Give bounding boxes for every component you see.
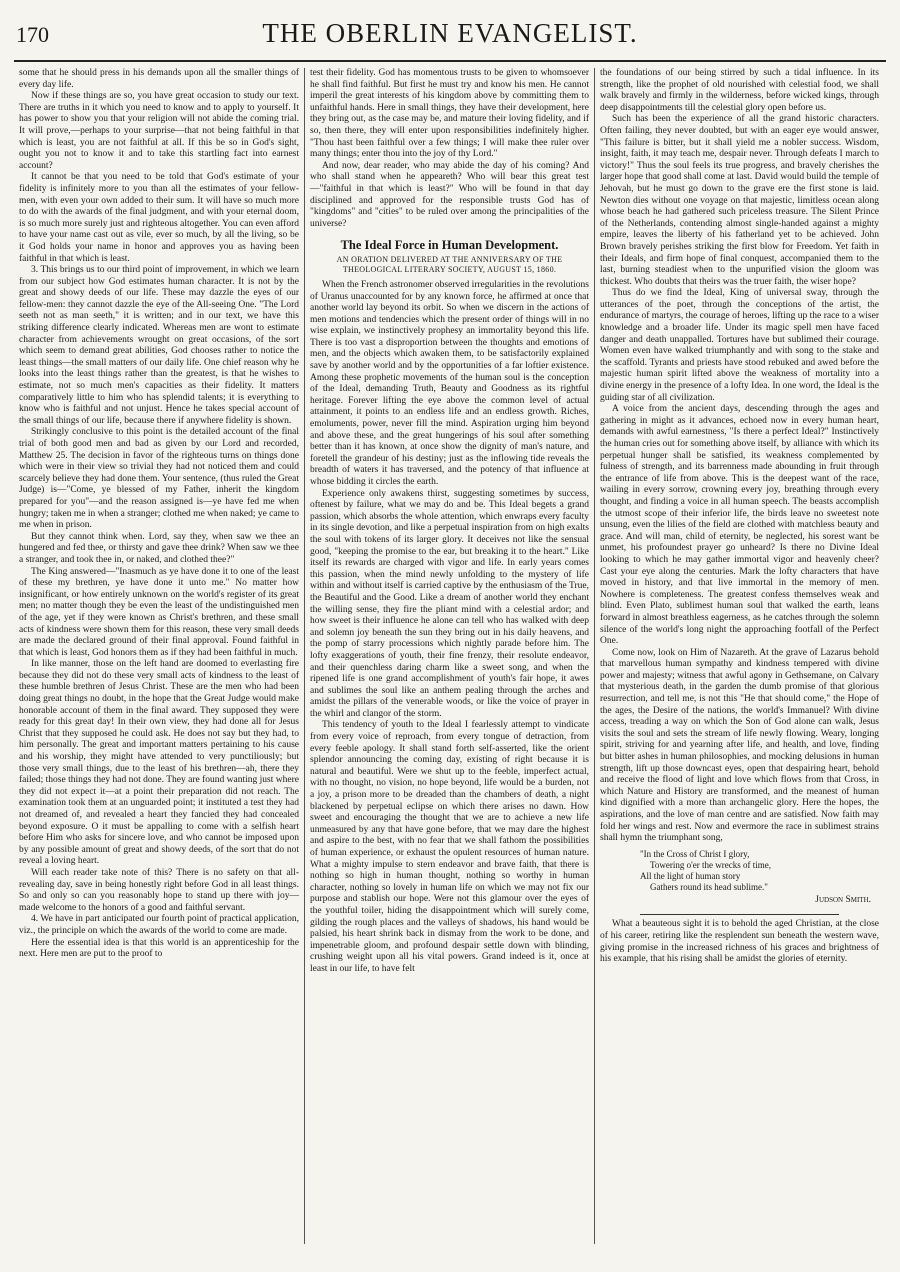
article-title: The Ideal Force in Human Development. [340, 238, 559, 253]
paragraph: the foundations of our being stirred by such a tidal influence. In its strength, like the prophet of old nourished with celestial food, we shall walk bravely and firmly in the wilderness, before wicked kings, through deep disappointments till the celestial glory open before us. [600, 68, 879, 113]
paragraph: 4. We have in part anticipated our fourth point of practical application, viz., the principle on which the awards of the world to come are made. [19, 914, 299, 936]
paragraph: But they cannot think when. Lord, say they, when saw we thee an hungered and fed thee, or thirsty and gave thee drink? When saw we thee a stranger, and took thee in, or naked, and clothed thee?" [19, 531, 299, 565]
paragraph: Such has been the experience of all the grand historic characters. Often failing, they never doubted, but with an eager eye would answer, "This failure is bitter, but it shall yield me a nobler success. Wisdom, insight, faith, it may teach me, despair never. Through defeats I march to victory!" Thus the soul feels its true progress, and bravely cherishes the larger hope that good shall come at last. David would build the temple of Jehovah, but he must go down to the grave ere the first stone is laid. Newton dies without one voyage on that majestic, limitless ocean along whose beach he had gathered such priceless treasure. The Silent Prince of the Netherlands, contending almost single-handed against a mighty empire, leaves the liberty of his fatherland yet to be achieved. John Brown bravely perishes striking the first blow for Freedom. Yet faith in their Ideals, and firm hope of final conquest, accompanied them to the last, burning steadiest when to the unpurified vision the gloom was thickest. Who doubts that theirs was the truer faith, the wiser hope? [600, 114, 879, 287]
poem-line: Towering o'er the wrecks of time, [650, 859, 771, 870]
column-middle [304, 68, 594, 1244]
divider [640, 914, 839, 915]
paragraph: Thus do we find the Ideal, King of universal sway, through the utterances of the poet, through the conceptions of the artist, the endurance of martyrs, the courage of heroes, lifting up the race to a wiser knowledge and a broader life. Under its magic spell men have faced danger and death unappalled. Tortures have but sublimed their courage. Women even have walked triumphantly and with song to the stake and the scaffold. Tyrants and priests have stood rebuked and awed before the majestic human spirit lifted above the weakness of mortality into a divine energy in the presence of a lofty Idea. In one word, the Ideal is the guiding star of all civilization. [600, 288, 879, 403]
newspaper-title: THE OBERLIN EVANGELIST. [262, 18, 638, 48]
paragraph: And now, dear reader, who may abide the day of his coming? And who shall stand when he appeareth? Who will bear this great test—"faithful in that which is least?" Who will be found in that day disciplined and approved for the responsible trusts God has of "kingdoms" and "cities" to be ruled over among the principalities of the universe? [310, 160, 589, 229]
hymn-quote [640, 849, 879, 893]
paragraph: Come now, look on Him of Nazareth. At the grave of Lazarus behold that marvellous human sympathy and kindness tempered with divine power and majesty; witness that awful agony in Gethsemane, on Calvary that mysterious death, in the garden the dumb promise of that glorious resurrection, and tell me, is not this "He that should come," the Hope of the ages, the Desire of the nations, the world's Immanuel? With divine access, treading a way on which the Son of God alone can walk, Jesus visits the soul and sets the stream of life newly flowing. Weary, longing spirit, striving for and yearning after life, and health, and love, finding but bitter ashes in human philosophies, and mocking delusions in human strength, lift up those downcast eyes, open that despairing heart, behold and receive the flood of light and love which flows from that Cross, in which Nature and History are transformed, and the meanest of human kind dignified with a more than archangelic glory. Here the hopes, the aspirations, and the love of man centre and are satisfied. Now faith may fold her wings and rest. Now and evermore the race in sublimest strains shall hymn the triumphant song, [600, 647, 879, 844]
poem-line: Gathers round its head sublime." [650, 881, 768, 892]
paragraph: 3. This brings us to our third point of improvement, in which we learn from our subject how God estimates human character. It is not by the great and showy deeds of our life. These may dazzle the eyes of our fellow-men: they cannot dazzle the eye of the All-seeing One. "The Lord seeth not as man seeth," it is written; and in our text, we have this striking difference clearly indicated. Whereas men are wont to estimate character from achievements wrought on great occasions, of the sort which seem to demand great abilities, God chooses rather to notice the least things—the small matters of our daily life. One chief reason why he looks into the least things rather than the greatest, is that he wishes to estimate, not so much men's capacities as their fidelity. It matters comparatively little to him who has splendid talents; it is everything to know who is faithful and not unjust. Hence he takes special account of the small things of our life, because there if anywhere fidelity is shown. [19, 265, 299, 426]
poem-line: All the light of human story [640, 870, 741, 881]
paragraph: Will each reader take note of this? There is no safety on that all-revealing day, save in being honestly right before God in all least things. So and only so can you reasonably hope to stand up there with joy—made welcome to the honors of a good and faithful servant. [19, 867, 299, 913]
article-subtitle: AN ORATION DELIVERED AT THE ANNIVERSARY OF THE THEOLOGICAL LITERARY SOCIETY, AUGUST 15, 1860. [336, 254, 563, 274]
poem-line: "In the Cross of Christ I glory, [640, 848, 750, 859]
paragraph: A voice from the ancient days, descending through the ages and gathering in might as it advances, echoed now in every human heart, demands with awful earnestness, "Is there a perfect Ideal?" Instinctively the human cries out for something above itself, by alliance with which its perpetual hunger shall be satisfied, its weakness complemented by fulness of strength, and its barrenness made abounding in fruit through the entrance of life from above. This is the deepest want of the race, wailing in every sorrow, crowning every joy, breathing through every thought, and finding a voice in all human speech. The beasts accomplish the utmost scope of their inferior life, the birds leave no sweetest note unsung, even the lilies of the field are clothed with matchless beauty and grace. And will man, child of eternity, be neglected, his sorest want be unmet, his profoundest prayer go unheard? Is there no Divine Ideal looking to which he may gather immortal vigor and heavenly cheer? Cast your eye along the centuries. Mark the lofty characters that have moved in history, and that live immortal in the memory of men. Nowhere is completeness. The greatest confess themselves weak and blind. Even Plato, sublimest human soul that walked the earth, leans forward in almost breathless eagerness, as he catches through the solemn silence of the world's long night the approaching footfall of the Perfect One. [600, 404, 879, 647]
paragraph: It cannot be that you need to be told that God's estimate of your fidelity is infinitely more to you than all the estimates of your fellow-men, with even your own added to their sum. It will have so much more to do with the awards of the final judgment, and with your eternal doom, is so much more surely just and righteous altogether. You can even afford to have your name cast out as vile, ever so much, by all the living, so be it God holds your name in honor and approves you as having been faithful in that which is least. [19, 172, 299, 264]
paragraph: This tendency of youth to the Ideal I fearlessly attempt to vindicate from every voice of reproach, from every tongue of detraction, from every feeble apology. It shall stand forth self-asserted, like the orient splendor announcing the coming day, existing of right because it is natural and beautiful. Were we shut up to the feeble, imperfect actual, with no thought, no vision, no hope beyond, life would be a burden, not a joy, a prison more to be dreaded than the chambers of death, a night blackened by perpetual eclipse on which there arises no dawn. How sweet and encouraging the thought that we are to achieve a new life unmeasured by any that have gone before, that we may dare the highest and aspire to the best, with no fear that we shall fathom the possibilities of human experience, or exhaust the opulent resources of human nature. What a mighty impulse to stern endeavor and brave faith, that there is nothing so high in human thought, nothing so worthy in human character, nothing so lovely in human life on which we may not fix our purpose and stablish our hope. Were not this glamour over the eyes of the youthful toiler, hiding the disappointment which will surely come, gilding the rough places and the valleys of shadows, his hand would be palsied, his heart shrink back in dismay from the work to be done, and impenetrable gloom, and profound despair settle down with blinding, crushing weight upon all his vital powers. Grand indeed is it, once at least in our life, to have felt [310, 720, 589, 974]
paragraph: Strikingly conclusive to this point is the detailed account of the final trial of both good men and bad as given by our Lord and recorded, Matthew 25. The decision in favor of the righteous turns on things done which were in their view so trivial they had not noticed them and could scarcely believe they had done them. Your sentence, (thus ruled the Great Judge) is—"Come, ye blessed of my Father, inherit the kingdom prepared for you"—and the reason assigned is—ye have fed me when hungry; taken me in when a stranger; clothed me when naked; ye came to me when in prison. [19, 427, 299, 531]
paragraph: test their fidelity. God has momentous trusts to be given to whomsoever he shall find faithful. But first he must try and know his men. He cannot imperil the great interests of his kingdom above by committing them to unfaithful hands. Here in small things, they have their development, here they bring out, as the case may be, and mature their loving fidelity, and if so, then there, they will enter upon responsibilities indefinitely higher. "Thou hast been faithful over a few things; I will make thee ruler over many things; enter thou into the joy of thy Lord." [310, 68, 589, 160]
paragraph: The King answered—"Inasmuch as ye have done it to one of the least of these my brethren, ye have done it unto me." No matter how insignificant, or how entirely unknown on the world's register of its great men; no matter though they be even the least of the undistinguished men of the age, yet if they were known as Christ's brethren, and these small acts of kindness were shown them for this reason, these very small deeds are made the declared ground of their final approval. Found faithful in that which is least, God honors them as if they had been faithful in much. [19, 566, 299, 658]
paragraph: In like manner, those on the left hand are doomed to everlasting fire because they did not do these very small acts of kindness to the least of these humble brethren of Jesus Christ. These are the men who had been doing great things no doubt, in the hope that the Great Judge would make honorable account of them in the final award. They supposed they were ready for this great day! In their own view, they had done all for Jesus Christ that they supposed he could ask. He does not say but they had, to him personally. The great and important matters pertaining to his cause and his worship, they might have attended to very punctiliously; but those very small things, due to the least of his brethren—ah, there they failed; those things they had not done. They are found wanting just where they did not expect it—at a point their preparation did not reach. The examination took them at an unguarded point; it instituted a test they had not dreamed of, and revealed a heart they fancied they had concealed beyond exposure. O it must be appalling to come with a selfish heart before Him who asks for sincere love, and who cannot be imposed upon by any possible amount of great and showy deeds, of the sort that do not reveal a loving heart. [19, 659, 299, 867]
paragraph: Experience only awakens thirst, suggesting sometimes by success, oftenest by failure, what we may do and be. This Ideal begets a grand passion, which absorbs the whole attention, which enwraps every faculty in its single devotion, and like a perpetual inspiration from on high exalts the soul with tokens of its larger glory. It deceives not like the sensual good, "keeping the promise to the ear, but breaking it to the heart." Like itself its rewards are charged with vigor and life. In early years comes this passion, when the mind newly unfolding to the mystery of life within and without itself is carried captive by the enthusiasm of the True, the Beautiful and the Good. Like a dream of another world they enchant the willing sense, they fire the pliant mind with a celestial ardor; and how sweet is their influence he alone can tell who has walked with deep and solemn joy beneath the sun they bring out in his daily heavens, and the pomp of starry processions which nightly parade before him. The lofty exaggerations of youth, their fine frenzy, their resolute endeavor, and their quenchless daring charm like a sweet song, and when the ripened life is one grand accomplishment of youth's fair hope, it awes and sublimes the soul like an anthem pealing through the arches and amidst the pillars of the venerable woods, or like the voice of prayer in the whirl and clangor of the storm. [310, 488, 589, 719]
page-number: 170 [16, 22, 49, 47]
paragraph: some that he should press in his demands upon all the smaller things of every day life. [19, 68, 299, 90]
paragraph: Now if these things are so, you have great occasion to study our text. There are truths in it which you need to know and to apply to yourself. It has power to show you that your religion will not abide the coming trial. It will prove,—perhaps to your surprise—that not being faithful in that which is least, you are not faithful at all. If this be so in God's sight, ought you not to know it and to take this startling fact into earnest account? [19, 91, 299, 171]
columns [14, 68, 886, 1244]
closing-paragraph: What a beauteous sight it is to behold the aged Christian, at the close of his career, retiring like the resplendent sun beneath the western wave, giving promise in the increased richness of his graces and brightness of his example, that his rising shall be amidst the glories of eternity. [600, 919, 879, 965]
masthead [14, 16, 886, 62]
author-signature: Judson Smith. [815, 894, 871, 905]
paragraph: Here the essential idea is that this world is an apprenticeship for the next. Here men are put to the proof to [19, 937, 299, 960]
column-right [594, 68, 884, 1244]
column-left [14, 68, 304, 1244]
paragraph: When the French astronomer observed irregularities in the revolutions of Uranus unaccounted for by any known force, he affirmed at once that another world lay beyond its orbit. So when we discern in the actions of men motions and tendencies which the present order of things will in no wise explain, we instinctively prophesy an immortality beyond this life. There is too vast a disproportion between the thoughts and emotions of men, and the objects which awaken them, to be satisfactorily explained save by another world and by the opportunities of a far loftier existence. Among these prophetic movements of the human soul is the conception of the Ideal, demanding Truth, Beauty and Goodness as its rightful heritage. Forever lifting the eye above the common level of actual attainment, it points to an endless life and an endless growth. Riches, emoluments, power, never fill the mind. Aspiration urging him beyond and above these, and the great hungerings of his soul after something better than it has known, at once show the dignity of man's nature, and foretell the grandeur of his destiny; just as the inflowing tide reveals the breadth of waters it has traversed, and the potency of that influence at whose bidding it circles the earth. [310, 279, 589, 487]
